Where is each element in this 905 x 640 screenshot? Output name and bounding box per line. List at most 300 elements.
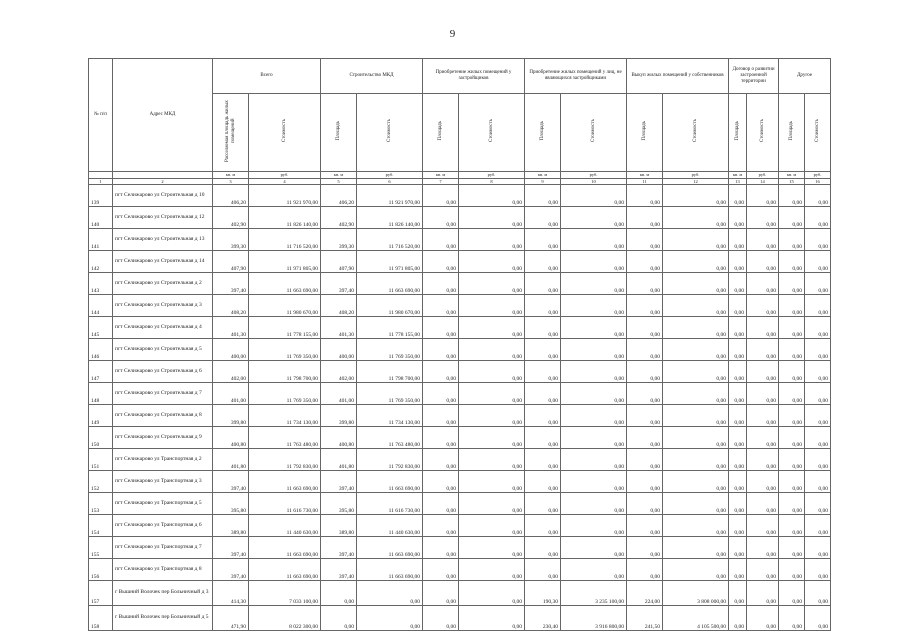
column-number: 12	[663, 178, 729, 184]
construction-area-cell: 0,00	[321, 605, 357, 630]
total-cost-cell: 11 971 805,00	[249, 250, 321, 272]
column-number: 5	[321, 178, 357, 184]
unit-cell: руб.	[561, 171, 627, 178]
buyout-area-cell: 0,00	[627, 558, 663, 580]
construction-cost-cell: 11 663 690,00	[357, 558, 423, 580]
column-number: 3	[213, 178, 249, 184]
buyout-cost-cell: 0,00	[663, 250, 729, 272]
non-developer-cost-cell: 0,00	[561, 228, 627, 250]
other-area-cell: 0,00	[779, 492, 805, 514]
agreement-area-cell: 0,00	[729, 184, 747, 206]
column-number: 16	[805, 178, 831, 184]
row-number: 153	[89, 492, 113, 514]
total-cost-cell: 8 022 300,00	[249, 605, 321, 630]
non-developer-cost-cell: 0,00	[561, 536, 627, 558]
other-area-cell: 0,00	[779, 404, 805, 426]
column-number: 9	[525, 178, 561, 184]
agreement-area-cell: 0,00	[729, 470, 747, 492]
table-row	[89, 426, 831, 448]
construction-cost-cell: 11 778 155,00	[357, 316, 423, 338]
buyout-cost-cell: 0,00	[663, 558, 729, 580]
unit-cell: руб.	[663, 171, 729, 178]
address-cell: пгт Селижарово ул Строительная д 2	[113, 272, 213, 294]
developer-cost-cell: 0,00	[459, 448, 525, 470]
total-cost-cell: 7 033 100,00	[249, 580, 321, 605]
unit-cell: кв. м	[213, 171, 249, 178]
developer-cost-cell: 0,00	[459, 514, 525, 536]
non-developer-area-cell: 0,00	[525, 360, 561, 382]
agreement-area-cell: 0,00	[729, 492, 747, 514]
construction-cost-cell: 11 769 350,00	[357, 382, 423, 404]
construction-cost-cell: 0,00	[357, 605, 423, 630]
buyout-area-cell: 0,00	[627, 492, 663, 514]
developer-cost-cell: 0,00	[459, 605, 525, 630]
buyout-area-cell: 224,00	[627, 580, 663, 605]
construction-area-cell: 402,00	[321, 360, 357, 382]
non-developer-cost-cell: 0,00	[561, 492, 627, 514]
header-group-development-agreement: Договор о развитии застроенной территории	[729, 59, 779, 94]
agreement-area-cell: 0,00	[729, 316, 747, 338]
row-number: 143	[89, 272, 113, 294]
total-area-cell: 395,80	[213, 492, 249, 514]
row-number: 151	[89, 448, 113, 470]
address-cell: г Вышний Волочек пер Больничный д 3	[113, 580, 213, 605]
buyout-cost-cell: 0,00	[663, 360, 729, 382]
other-cost-cell: 0,00	[805, 580, 831, 605]
developer-area-cell: 0,00	[423, 382, 459, 404]
non-developer-area-cell: 0,00	[525, 404, 561, 426]
other-cost-cell: 0,00	[805, 536, 831, 558]
developer-cost-cell: 0,00	[459, 206, 525, 228]
construction-area-cell: 389,80	[321, 514, 357, 536]
other-cost-cell: 0,00	[805, 316, 831, 338]
buyout-cost-cell: 0,00	[663, 316, 729, 338]
resettlement-table	[88, 58, 831, 631]
agreement-cost-cell: 0,00	[747, 184, 779, 206]
table-row	[89, 580, 831, 605]
other-cost-cell: 0,00	[805, 338, 831, 360]
address-cell: пгт Селижарово ул Строительная д 3	[113, 294, 213, 316]
total-area-cell: 406,20	[213, 184, 249, 206]
total-cost-cell: 11 980 670,00	[249, 294, 321, 316]
agreement-area-cell: 0,00	[729, 536, 747, 558]
developer-area-cell: 0,00	[423, 580, 459, 605]
row-number: 139	[89, 184, 113, 206]
agreement-cost-cell: 0,00	[747, 580, 779, 605]
table-row	[89, 558, 831, 580]
other-cost-cell: 0,00	[805, 448, 831, 470]
other-area-cell: 0,00	[779, 426, 805, 448]
address-cell: пгт Селижарово ул Строительная д 7	[113, 382, 213, 404]
table-row	[89, 228, 831, 250]
address-cell: пгт Селижарово ул Строительная д 6	[113, 360, 213, 382]
buyout-area-cell: 241,50	[627, 605, 663, 630]
header-group-other: Другое	[779, 59, 831, 94]
buyout-cost-cell: 0,00	[663, 294, 729, 316]
other-area-cell: 0,00	[779, 514, 805, 536]
developer-area-cell: 0,00	[423, 605, 459, 630]
total-area-cell: 400,00	[213, 338, 249, 360]
agreement-cost-cell: 0,00	[747, 228, 779, 250]
agreement-area-cell: 0,00	[729, 404, 747, 426]
agreement-area-cell: 0,00	[729, 580, 747, 605]
buyout-cost-cell: 4 105 500,00	[663, 605, 729, 630]
developer-area-cell: 0,00	[423, 316, 459, 338]
address-cell: пгт Селижарово ул Транспортная д 6	[113, 514, 213, 536]
header-cost: Стоимость	[747, 94, 779, 172]
table-row	[89, 184, 831, 206]
agreement-cost-cell: 0,00	[747, 470, 779, 492]
construction-area-cell: 406,20	[321, 184, 357, 206]
row-number: 155	[89, 536, 113, 558]
row-number: 145	[89, 316, 113, 338]
non-developer-area-cell: 0,00	[525, 316, 561, 338]
total-area-cell: 397,40	[213, 536, 249, 558]
non-developer-cost-cell: 0,00	[561, 338, 627, 360]
row-number: 150	[89, 426, 113, 448]
construction-area-cell: 408,20	[321, 294, 357, 316]
agreement-cost-cell: 0,00	[747, 426, 779, 448]
buyout-area-cell: 0,00	[627, 470, 663, 492]
header-area: Площадь	[321, 94, 357, 172]
total-cost-cell: 11 440 630,00	[249, 514, 321, 536]
agreement-area-cell: 0,00	[729, 360, 747, 382]
developer-cost-cell: 0,00	[459, 536, 525, 558]
column-number: 15	[779, 178, 805, 184]
header-group-buyout: Выкуп жилых помещений у собственников	[627, 59, 729, 94]
address-cell: пгт Селижарово ул Строительная д 8	[113, 404, 213, 426]
header-cost: Стоимость	[357, 94, 423, 172]
row-number: 158	[89, 605, 113, 630]
table-row	[89, 404, 831, 426]
other-area-cell: 0,00	[779, 536, 805, 558]
unit-cell: руб.	[249, 171, 321, 178]
row-number: 148	[89, 382, 113, 404]
total-area-cell: 400,80	[213, 426, 249, 448]
agreement-cost-cell: 0,00	[747, 404, 779, 426]
header-area: Площадь	[627, 94, 663, 172]
column-number: 6	[357, 178, 423, 184]
agreement-area-cell: 0,00	[729, 426, 747, 448]
other-area-cell: 0,00	[779, 558, 805, 580]
developer-cost-cell: 0,00	[459, 360, 525, 382]
total-cost-cell: 11 663 690,00	[249, 536, 321, 558]
row-number: 140	[89, 206, 113, 228]
agreement-area-cell: 0,00	[729, 272, 747, 294]
header-cost: Стоимость	[561, 94, 627, 172]
units-row	[89, 171, 831, 178]
table-row	[89, 206, 831, 228]
developer-area-cell: 0,00	[423, 228, 459, 250]
address-cell: пгт Селижарово ул Строительная д 12	[113, 206, 213, 228]
construction-cost-cell: 11 769 350,00	[357, 338, 423, 360]
other-area-cell: 0,00	[779, 360, 805, 382]
table-row	[89, 605, 831, 630]
non-developer-area-cell: 0,00	[525, 272, 561, 294]
non-developer-cost-cell: 0,00	[561, 514, 627, 536]
other-area-cell: 0,00	[779, 294, 805, 316]
construction-area-cell: 407,90	[321, 250, 357, 272]
table-row	[89, 448, 831, 470]
total-area-cell: 389,80	[213, 514, 249, 536]
header-cost: Стоимость	[805, 94, 831, 172]
row-number: 152	[89, 470, 113, 492]
agreement-cost-cell: 0,00	[747, 206, 779, 228]
header-cost: Стоимость	[459, 94, 525, 172]
buyout-cost-cell: 0,00	[663, 272, 729, 294]
agreement-cost-cell: 0,00	[747, 294, 779, 316]
row-number: 142	[89, 250, 113, 272]
table-row	[89, 470, 831, 492]
total-cost-cell: 11 616 730,00	[249, 492, 321, 514]
construction-cost-cell: 11 921 970,00	[357, 184, 423, 206]
total-cost-cell: 11 769 350,00	[249, 338, 321, 360]
buyout-area-cell: 0,00	[627, 514, 663, 536]
developer-area-cell: 0,00	[423, 250, 459, 272]
buyout-area-cell: 0,00	[627, 404, 663, 426]
address-cell: пгт Селижарово ул Строительная д 9	[113, 426, 213, 448]
developer-cost-cell: 0,00	[459, 228, 525, 250]
column-number: 7	[423, 178, 459, 184]
agreement-cost-cell: 0,00	[747, 382, 779, 404]
buyout-area-cell: 0,00	[627, 536, 663, 558]
other-cost-cell: 0,00	[805, 250, 831, 272]
non-developer-cost-cell: 0,00	[561, 404, 627, 426]
agreement-cost-cell: 0,00	[747, 558, 779, 580]
non-developer-cost-cell: 3 235 100,00	[561, 580, 627, 605]
total-area-cell: 397,40	[213, 558, 249, 580]
non-developer-area-cell: 0,00	[525, 470, 561, 492]
non-developer-area-cell: 0,00	[525, 184, 561, 206]
table-row	[89, 294, 831, 316]
agreement-area-cell: 0,00	[729, 294, 747, 316]
buyout-area-cell: 0,00	[627, 382, 663, 404]
column-number: 2	[113, 178, 213, 184]
developer-area-cell: 0,00	[423, 558, 459, 580]
construction-area-cell: 397,40	[321, 536, 357, 558]
unit-cell: кв. м	[627, 171, 663, 178]
agreement-cost-cell: 0,00	[747, 536, 779, 558]
non-developer-area-cell: 0,00	[525, 492, 561, 514]
row-number: 157	[89, 580, 113, 605]
buyout-cost-cell: 0,00	[663, 404, 729, 426]
construction-area-cell: 401,80	[321, 448, 357, 470]
header-area: Площадь	[525, 94, 561, 172]
agreement-cost-cell: 0,00	[747, 250, 779, 272]
agreement-area-cell: 0,00	[729, 228, 747, 250]
header-address: Адрес МКД	[113, 59, 213, 172]
header-group-from-non-developers: Приобретение жилых помещений у лиц, не являющихся застройщиками	[525, 59, 627, 94]
developer-cost-cell: 0,00	[459, 338, 525, 360]
construction-cost-cell: 11 826 140,00	[357, 206, 423, 228]
non-developer-area-cell: 0,00	[525, 228, 561, 250]
non-developer-area-cell: 0,00	[525, 536, 561, 558]
buyout-cost-cell: 0,00	[663, 448, 729, 470]
other-cost-cell: 0,00	[805, 492, 831, 514]
header-cost: Стоимость	[663, 94, 729, 172]
unit-cell: кв. м	[729, 171, 747, 178]
construction-area-cell: 395,80	[321, 492, 357, 514]
header-area: Площадь	[729, 94, 747, 172]
row-number: 154	[89, 514, 113, 536]
table-body	[89, 184, 831, 630]
row-number: 146	[89, 338, 113, 360]
other-cost-cell: 0,00	[805, 184, 831, 206]
developer-cost-cell: 0,00	[459, 382, 525, 404]
agreement-cost-cell: 0,00	[747, 338, 779, 360]
column-number: 10	[561, 178, 627, 184]
non-developer-area-cell: 0,00	[525, 382, 561, 404]
construction-cost-cell: 11 716 520,00	[357, 228, 423, 250]
address-cell: г Вышний Волочек пер Больничный д 5	[113, 605, 213, 630]
total-cost-cell: 11 769 350,00	[249, 382, 321, 404]
header-area: Площадь	[779, 94, 805, 172]
agreement-cost-cell: 0,00	[747, 514, 779, 536]
other-cost-cell: 0,00	[805, 228, 831, 250]
total-area-cell: 408,20	[213, 294, 249, 316]
developer-area-cell: 0,00	[423, 360, 459, 382]
developer-area-cell: 0,00	[423, 338, 459, 360]
total-area-cell: 414,30	[213, 580, 249, 605]
non-developer-area-cell: 0,00	[525, 250, 561, 272]
agreement-area-cell: 0,00	[729, 514, 747, 536]
other-area-cell: 0,00	[779, 250, 805, 272]
total-area-cell: 399,30	[213, 228, 249, 250]
total-cost-cell: 11 763 480,00	[249, 426, 321, 448]
construction-cost-cell: 11 616 730,00	[357, 492, 423, 514]
developer-cost-cell: 0,00	[459, 558, 525, 580]
developer-cost-cell: 0,00	[459, 580, 525, 605]
developer-area-cell: 0,00	[423, 536, 459, 558]
agreement-cost-cell: 0,00	[747, 316, 779, 338]
buyout-cost-cell: 0,00	[663, 426, 729, 448]
other-cost-cell: 0,00	[805, 206, 831, 228]
non-developer-cost-cell: 0,00	[561, 206, 627, 228]
header-area: Площадь	[423, 94, 459, 172]
non-developer-area-cell: 0,00	[525, 294, 561, 316]
developer-area-cell: 0,00	[423, 404, 459, 426]
address-cell: пгт Селижарово ул Строительная д 10	[113, 184, 213, 206]
developer-area-cell: 0,00	[423, 448, 459, 470]
non-developer-area-cell: 0,00	[525, 206, 561, 228]
page-number: 9	[449, 28, 456, 40]
non-developer-area-cell: 0,00	[525, 558, 561, 580]
header-group-total: Всего	[213, 59, 321, 94]
construction-cost-cell: 11 663 690,00	[357, 536, 423, 558]
unit-cell: руб.	[357, 171, 423, 178]
non-developer-area-cell: 230,40	[525, 605, 561, 630]
total-cost-cell: 11 778 155,00	[249, 316, 321, 338]
address-cell: пгт Селижарово ул Транспортная д 3	[113, 470, 213, 492]
construction-area-cell: 397,40	[321, 272, 357, 294]
table-row	[89, 382, 831, 404]
other-cost-cell: 0,00	[805, 470, 831, 492]
buyout-cost-cell: 3 808 000,00	[663, 580, 729, 605]
agreement-area-cell: 0,00	[729, 206, 747, 228]
table-row	[89, 250, 831, 272]
address-cell: пгт Селижарово ул Строительная д 14	[113, 250, 213, 272]
non-developer-cost-cell: 0,00	[561, 250, 627, 272]
other-cost-cell: 0,00	[805, 404, 831, 426]
developer-cost-cell: 0,00	[459, 316, 525, 338]
table-row	[89, 316, 831, 338]
developer-area-cell: 0,00	[423, 470, 459, 492]
total-cost-cell: 11 921 970,00	[249, 184, 321, 206]
buyout-cost-cell: 0,00	[663, 228, 729, 250]
developer-cost-cell: 0,00	[459, 470, 525, 492]
construction-cost-cell: 11 440 630,00	[357, 514, 423, 536]
construction-cost-cell: 11 792 830,00	[357, 448, 423, 470]
developer-cost-cell: 0,00	[459, 294, 525, 316]
buyout-area-cell: 0,00	[627, 206, 663, 228]
agreement-area-cell: 0,00	[729, 558, 747, 580]
non-developer-area-cell: 0,00	[525, 426, 561, 448]
header-cost: Стоимость	[249, 94, 321, 172]
developer-area-cell: 0,00	[423, 206, 459, 228]
table-row	[89, 492, 831, 514]
unit-cell: руб.	[805, 171, 831, 178]
construction-area-cell: 399,80	[321, 404, 357, 426]
developer-area-cell: 0,00	[423, 272, 459, 294]
row-number: 144	[89, 294, 113, 316]
other-area-cell: 0,00	[779, 338, 805, 360]
total-area-cell: 399,80	[213, 404, 249, 426]
buyout-area-cell: 0,00	[627, 360, 663, 382]
total-cost-cell: 11 663 690,00	[249, 470, 321, 492]
total-area-cell: 402,00	[213, 360, 249, 382]
table-row	[89, 536, 831, 558]
agreement-cost-cell: 0,00	[747, 272, 779, 294]
address-cell: пгт Селижарово ул Строительная д 13	[113, 228, 213, 250]
construction-area-cell: 397,40	[321, 558, 357, 580]
table-row	[89, 338, 831, 360]
non-developer-cost-cell: 0,00	[561, 448, 627, 470]
buyout-cost-cell: 0,00	[663, 492, 729, 514]
developer-area-cell: 0,00	[423, 184, 459, 206]
construction-area-cell: 399,30	[321, 228, 357, 250]
non-developer-cost-cell: 0,00	[561, 294, 627, 316]
column-number: 13	[729, 178, 747, 184]
address-cell: пгт Селижарово ул Транспортная д 7	[113, 536, 213, 558]
other-cost-cell: 0,00	[805, 294, 831, 316]
column-number: 4	[249, 178, 321, 184]
non-developer-area-cell: 190,30	[525, 580, 561, 605]
address-cell: пгт Селижарово ул Транспортная д 2	[113, 448, 213, 470]
total-cost-cell: 11 734 130,00	[249, 404, 321, 426]
other-cost-cell: 0,00	[805, 558, 831, 580]
agreement-area-cell: 0,00	[729, 448, 747, 470]
unit-cell: руб.	[747, 171, 779, 178]
developer-area-cell: 0,00	[423, 294, 459, 316]
address-cell: пгт Селижарово ул Строительная д 5	[113, 338, 213, 360]
construction-cost-cell: 11 663 690,00	[357, 470, 423, 492]
total-cost-cell: 11 792 830,00	[249, 448, 321, 470]
construction-cost-cell: 11 971 805,00	[357, 250, 423, 272]
non-developer-area-cell: 0,00	[525, 448, 561, 470]
column-number: 11	[627, 178, 663, 184]
developer-cost-cell: 0,00	[459, 426, 525, 448]
agreement-area-cell: 0,00	[729, 338, 747, 360]
non-developer-cost-cell: 0,00	[561, 272, 627, 294]
total-area-cell: 471,90	[213, 605, 249, 630]
unit-cell: кв. м	[321, 171, 357, 178]
agreement-cost-cell: 0,00	[747, 492, 779, 514]
buyout-cost-cell: 0,00	[663, 382, 729, 404]
developer-cost-cell: 0,00	[459, 492, 525, 514]
other-area-cell: 0,00	[779, 228, 805, 250]
construction-cost-cell: 11 734 130,00	[357, 404, 423, 426]
buyout-area-cell: 0,00	[627, 448, 663, 470]
